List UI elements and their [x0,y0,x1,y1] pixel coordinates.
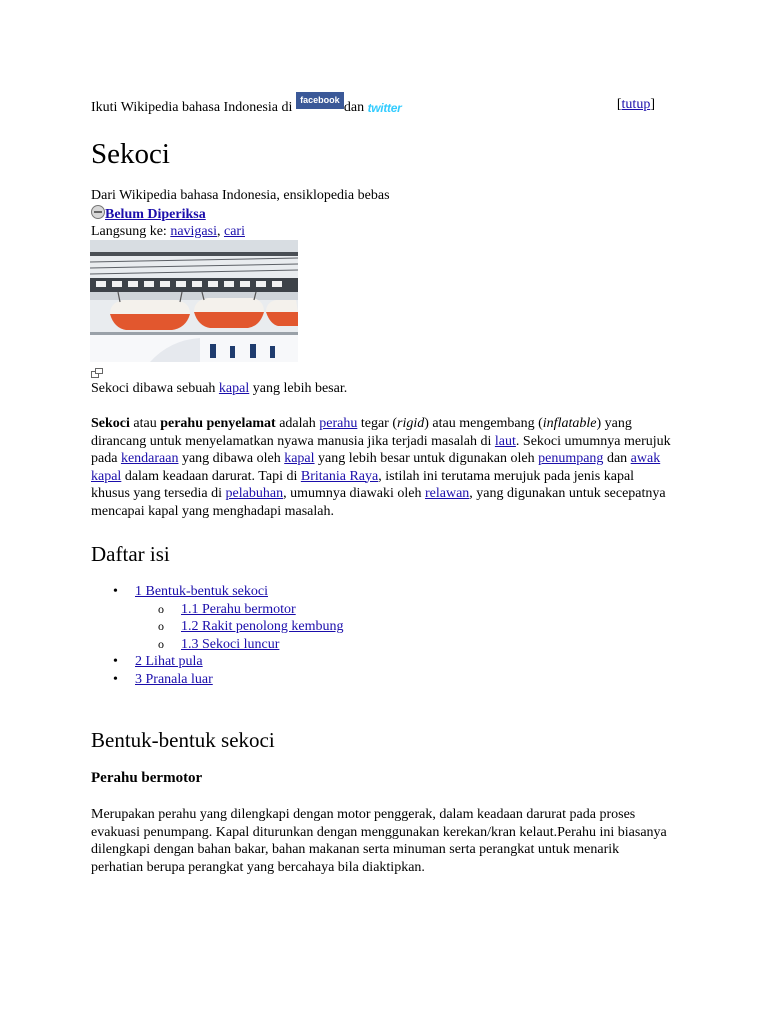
link-relawan[interactable]: relawan [424,486,470,501]
toc-item [91,671,344,689]
follow-text-wrap [91,95,402,117]
toc-link-pranala-luar[interactable]: 3 Pranala luar [135,671,213,687]
toc-item [91,583,344,601]
toc-link-sekoci-luncur[interactable]: 1.3 Sekoci luncur [181,636,280,652]
link-laut[interactable]: laut [494,433,516,449]
page-subtitle: Dari Wikipedia bahasa Indonesia, ensiklopedia bebas [91,188,390,203]
toc-item [91,601,344,619]
jump-search-link[interactable]: cari [223,224,245,239]
page-title: Sekoci [91,138,170,170]
toc-heading: Daftar isi [91,542,170,566]
flag-unreviewed-icon [91,205,105,219]
link-awak-kapal[interactable]: awak kapal [91,451,661,484]
caption-kapal-link[interactable]: kapal [218,381,250,396]
magnify-icon[interactable] [91,368,103,378]
facebook-logo[interactable]: facebook [296,92,344,109]
lifeboat-photo[interactable] [90,240,298,362]
and-text: dan [343,100,365,115]
subsection-heading-perahu-bermotor: Perahu bermotor [91,770,203,786]
lifeboat-photo-graphic [90,240,298,362]
toc-item [91,636,344,654]
link-kapal[interactable]: kapal [284,451,315,466]
follow-text: Ikuti Wikipedia bahasa Indonesia di [91,100,293,115]
link-britania-raya[interactable]: Britania Raya [300,468,379,484]
jump-links: Langsung ke: navigasi, cari [91,224,245,239]
follow-banner [91,95,659,115]
link-penumpang[interactable]: penumpang [538,451,604,466]
toc-link-rakit[interactable]: 1.2 Rakit penolong kembung [181,619,344,634]
close-banner-link[interactable]: tutup [621,97,651,112]
link-perahu[interactable]: perahu [319,416,358,431]
toc-link-lihat-pula[interactable]: 2 Lihat pula [135,654,203,669]
toc-item [91,618,344,636]
close-banner: [tutup] [616,97,655,112]
review-flag [91,205,206,224]
intro-paragraph: Sekoci atau perahu penyelamat adalah perahu tegar (rigid) atau mengembang (inflatable) yang dirancang untuk menyelamatkan nyawa manusia jika terjadi masalah di laut. Sekoci umumnya merujuk pada kendaraan yang dibawa oleh kapal yang lebih besar untuk digunakan oleh penumpang dan awak kapal dalam keadaan darurat. Tapi di Britania Raya, istilah ini terutama merujuk pada jenis kapal khusus yang tersedia di pelabuhan, umumnya diawaki oleh relawan, yang digunakan untuk secepatnya mencapai kapal yang menghadapi masalah. [91,416,671,519]
twitter-logo[interactable]: twitter [367,101,402,115]
image-caption: Sekoci dibawa sebuah kapal yang lebih besar. [91,381,348,396]
review-status-link[interactable]: Belum Diperiksa [105,207,206,222]
link-kendaraan[interactable]: kendaraan [120,451,179,466]
toc-link-perahu-bermotor[interactable]: 1.1 Perahu bermotor [181,601,296,617]
jump-navigation-link[interactable]: navigasi [170,224,217,239]
toc-link-bentuk[interactable]: 1 Bentuk-bentuk sekoci [135,584,268,599]
link-pelabuhan[interactable]: pelabuhan [225,486,284,501]
toc-item [91,653,344,671]
table-of-contents [91,583,344,688]
section-heading-bentuk: Bentuk-bentuk sekoci [91,728,275,752]
section-body: Merupakan perahu yang dilengkapi dengan motor penggerak, dalam keadaan darurat pada proses evakuasi penumpang. Kapal diturunkan dengan menggunakan kerekan/kran kelaut.Perahu ini biasanya dilengkapi dengan bahan bakar, bahan makanan serta minuman serta perangkat untuk menarik perhatian berupa perangkat yang bercahaya bila diaktipkan. [91,807,667,875]
